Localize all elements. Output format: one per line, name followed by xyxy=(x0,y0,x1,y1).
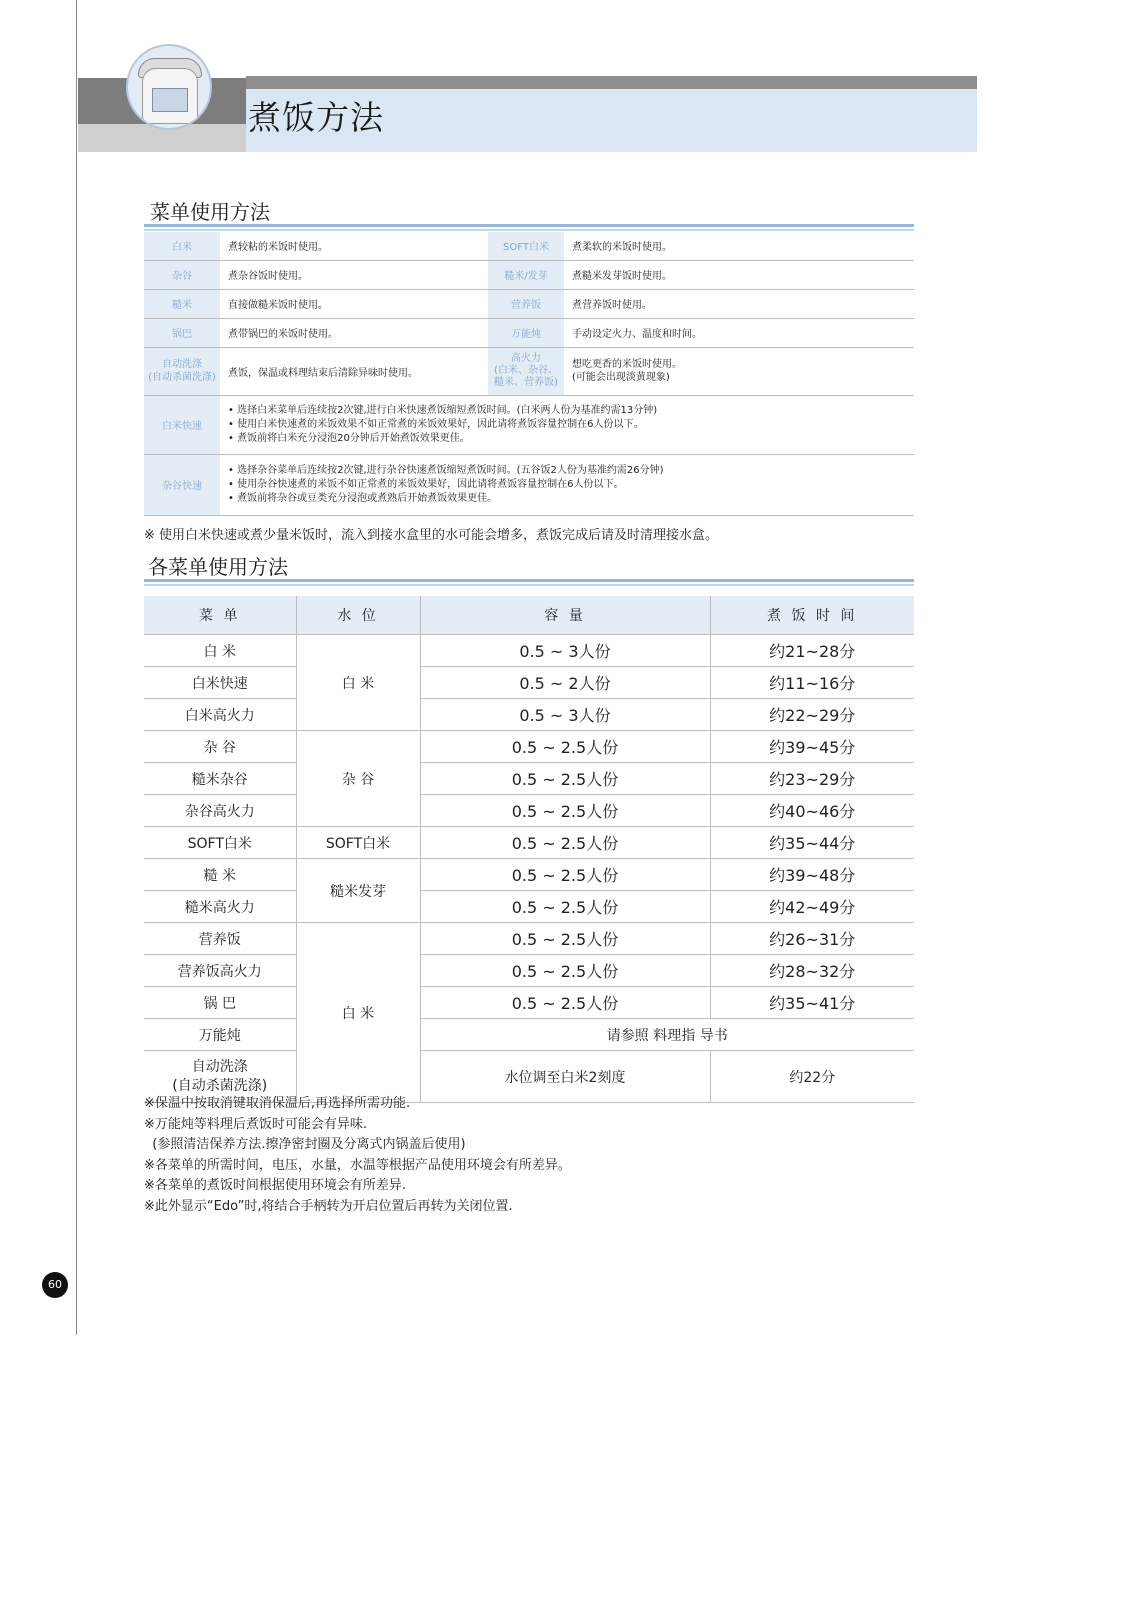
column-header: 菜 单 xyxy=(144,596,296,635)
capacity-cell: 水位调至白米2刻度 xyxy=(420,1051,710,1103)
menu-time-table xyxy=(144,596,914,1103)
menu-cell: 自动洗涤 (自动杀菌洗涤) xyxy=(144,1051,296,1103)
section-rule xyxy=(144,224,914,227)
capacity-cell: 0.5 ~ 2.5人份 xyxy=(420,763,710,795)
menu-desc: 煮营养饭时使用。 xyxy=(564,289,914,318)
time-cell: 约22~29分 xyxy=(710,699,914,731)
capacity-cell: 0.5 ~ 3人份 xyxy=(420,635,710,667)
menu-cell: 万能炖 xyxy=(144,1019,296,1051)
footnote: ※各菜单的所需时间，电压，水量，水温等根据产品使用环境会有所差异。 xyxy=(144,1157,571,1173)
menu-desc: 手动设定火力、温度和时间。 xyxy=(564,318,914,347)
menu-cell: 白米快速 xyxy=(144,667,296,699)
table-header-row xyxy=(144,596,914,635)
time-cell: 约22分 xyxy=(710,1051,914,1103)
time-cell: 约35~41分 xyxy=(710,987,914,1019)
footnote: (参照清洁保养方法.擦净密封圈及分离式内锅盖后使用) xyxy=(144,1137,466,1152)
time-cell: 约23~29分 xyxy=(710,763,914,795)
list-item: • 煮饭前将杂谷或豆类充分浸泡或煮熟后开始煮饭效果更佳。 xyxy=(228,492,906,506)
capacity-cell: 0.5 ~ 2.5人份 xyxy=(420,731,710,763)
menu-cell: 糙米高火力 xyxy=(144,891,296,923)
table-row xyxy=(144,923,914,955)
page-number: 60 xyxy=(42,1272,68,1298)
menu-cell: 锅 巴 xyxy=(144,987,296,1019)
table-row xyxy=(144,955,914,987)
menu-cell: 营养饭 xyxy=(144,923,296,955)
table-row xyxy=(144,987,914,1019)
time-cell: 约42~49分 xyxy=(710,891,914,923)
menu-label: SOFT白米 xyxy=(488,232,564,260)
capacity-cell: 0.5 ~ 2.5人份 xyxy=(420,795,710,827)
menu-cell: 杂谷高火力 xyxy=(144,795,296,827)
menu-cell: 白 米 xyxy=(144,635,296,667)
water-cell: SOFT白米 xyxy=(296,827,420,859)
menu-desc: 煮饭，保温或料理结束后清除异味时使用。 xyxy=(220,347,488,395)
column-header: 煮 饭 时 间 xyxy=(710,596,914,635)
time-cell: 约39~48分 xyxy=(710,859,914,891)
menu-desc: 煮带锅巴的米饭时使用。 xyxy=(220,318,488,347)
menu-desc: 煮柔软的米饭时使用。 xyxy=(564,232,914,260)
title-top-bar xyxy=(246,76,977,89)
capacity-cell: 0.5 ~ 3人份 xyxy=(420,699,710,731)
table-row xyxy=(144,232,914,260)
page-margin-line xyxy=(76,0,77,1335)
capacity-cell: 0.5 ~ 2.5人份 xyxy=(420,955,710,987)
table-row xyxy=(144,347,914,395)
capacity-cell: 0.5 ~ 2.5人份 xyxy=(420,827,710,859)
menu-desc: 煮较粘的米饭时使用。 xyxy=(220,232,488,260)
menu-usage-table xyxy=(144,232,914,516)
table-row xyxy=(144,260,914,289)
menu-cell: 糙 米 xyxy=(144,859,296,891)
menu-label: 白米快速 xyxy=(144,395,220,454)
section-heading-menu-usage: 菜单使用方法 xyxy=(150,200,270,224)
menu-label: 杂谷快速 xyxy=(144,454,220,515)
section-rule-thin xyxy=(144,229,914,231)
menu-label: 自动洗涤 (自动杀菌洗涤) xyxy=(144,347,220,395)
capacity-cell: 0.5 ~ 2.5人份 xyxy=(420,923,710,955)
column-header: 容 量 xyxy=(420,596,710,635)
quick-grain-desc xyxy=(220,454,914,515)
list-item: • 使用杂谷快速煮的米饭不如正常煮的米饭效果好，因此请将煮饭容量控制在6人份以下。 xyxy=(228,478,906,492)
table-row xyxy=(144,763,914,795)
menu-label: 万能炖 xyxy=(488,318,564,347)
capacity-cell: 0.5 ~ 2.5人份 xyxy=(420,859,710,891)
list-item: • 煮饭前将白米充分浸泡20分钟后开始煮饭效果更佳。 xyxy=(228,432,906,446)
menu-desc: 想吃更香的米饭时使用。 (可能会出现淡黄现象) xyxy=(564,347,914,395)
quick-white-desc xyxy=(220,395,914,454)
page-title: 煮饭方法 xyxy=(248,98,384,137)
table-row xyxy=(144,1019,914,1051)
water-cell: 白 米 xyxy=(296,635,420,731)
time-cell: 约35~44分 xyxy=(710,827,914,859)
section-heading-menu-table: 各菜单使用方法 xyxy=(148,555,288,579)
menu-label: 高火力 (白米、杂谷、 糙米、营养饭) xyxy=(488,347,564,395)
section-rule xyxy=(144,579,914,582)
table-row xyxy=(144,827,914,859)
time-cell: 约39~45分 xyxy=(710,731,914,763)
footnotes xyxy=(144,1094,571,1217)
water-cell: 白 米 xyxy=(296,923,420,1103)
menu-cell: 营养饭高火力 xyxy=(144,955,296,987)
footnote: ※万能炖等料理后煮饭时可能会有异味. xyxy=(144,1116,368,1132)
column-header: 水 位 xyxy=(296,596,420,635)
menu-cell: 杂 谷 xyxy=(144,731,296,763)
time-cell: 约28~32分 xyxy=(710,955,914,987)
menu-cell: 白米高火力 xyxy=(144,699,296,731)
table-row xyxy=(144,635,914,667)
menu-desc: 煮杂谷饭时使用。 xyxy=(220,260,488,289)
menu-cell: SOFT白米 xyxy=(144,827,296,859)
rice-cooker-image xyxy=(126,44,212,130)
water-cell: 杂 谷 xyxy=(296,731,420,827)
menu-desc: 直接做糙米饭时使用。 xyxy=(220,289,488,318)
menu-label: 营养饭 xyxy=(488,289,564,318)
footnote: ※各菜单的煮饭时间根据使用环境会有所差异. xyxy=(144,1178,407,1193)
list-item: • 选择白米菜单后连续按2次键,进行白米快速煮饭缩短煮饭时间。(白米两人份为基准约需13分钟) xyxy=(228,404,906,418)
menu-label: 白米 xyxy=(144,232,220,260)
list-item: • 使用白米快速煮的米饭效果不如正常煮的米饭效果好，因此请将煮饭容量控制在6人份以下。 xyxy=(228,418,906,432)
table-row xyxy=(144,667,914,699)
quick-cook-note: ※ 使用白米快速或煮少量米饭时，流入到接水盒里的水可能会增多，煮饭完成后请及时清理接水盒。 xyxy=(144,528,719,543)
footnote: ※此外显示“Edo”时,将结合手柄转为开启位置后再转为关闭位置. xyxy=(144,1198,513,1214)
menu-label: 杂谷 xyxy=(144,260,220,289)
section-rule-thin xyxy=(144,584,914,586)
menu-label: 糙米/发芽 xyxy=(488,260,564,289)
list-item: • 选择杂谷菜单后连续按2次键,进行杂谷快速煮饭缩短煮饭时间。(五谷饭2人份为基准约需26分钟) xyxy=(228,464,906,478)
table-row xyxy=(144,699,914,731)
time-cell: 约40~46分 xyxy=(710,795,914,827)
menu-label: 糙米 xyxy=(144,289,220,318)
table-row-quick-grain xyxy=(144,454,914,515)
capacity-cell: 0.5 ~ 2.5人份 xyxy=(420,891,710,923)
table-row xyxy=(144,859,914,891)
capacity-cell: 0.5 ~ 2人份 xyxy=(420,667,710,699)
time-cell: 约21~28分 xyxy=(710,635,914,667)
water-cell: 糙米发芽 xyxy=(296,859,420,923)
stew-reference-cell: 请参照 料理指 导书 xyxy=(420,1019,914,1051)
table-row xyxy=(144,731,914,763)
time-cell: 约26~31分 xyxy=(710,923,914,955)
table-row xyxy=(144,891,914,923)
menu-cell: 糙米杂谷 xyxy=(144,763,296,795)
table-row xyxy=(144,289,914,318)
capacity-cell: 0.5 ~ 2.5人份 xyxy=(420,987,710,1019)
table-row xyxy=(144,318,914,347)
footnote: ※保温中按取消键取消保温后,再选择所需功能. xyxy=(144,1096,411,1111)
table-row-quick-white xyxy=(144,395,914,454)
table-row xyxy=(144,795,914,827)
menu-desc: 煮糙米发芽饭时使用。 xyxy=(564,260,914,289)
time-cell: 约11~16分 xyxy=(710,667,914,699)
menu-label: 锅巴 xyxy=(144,318,220,347)
